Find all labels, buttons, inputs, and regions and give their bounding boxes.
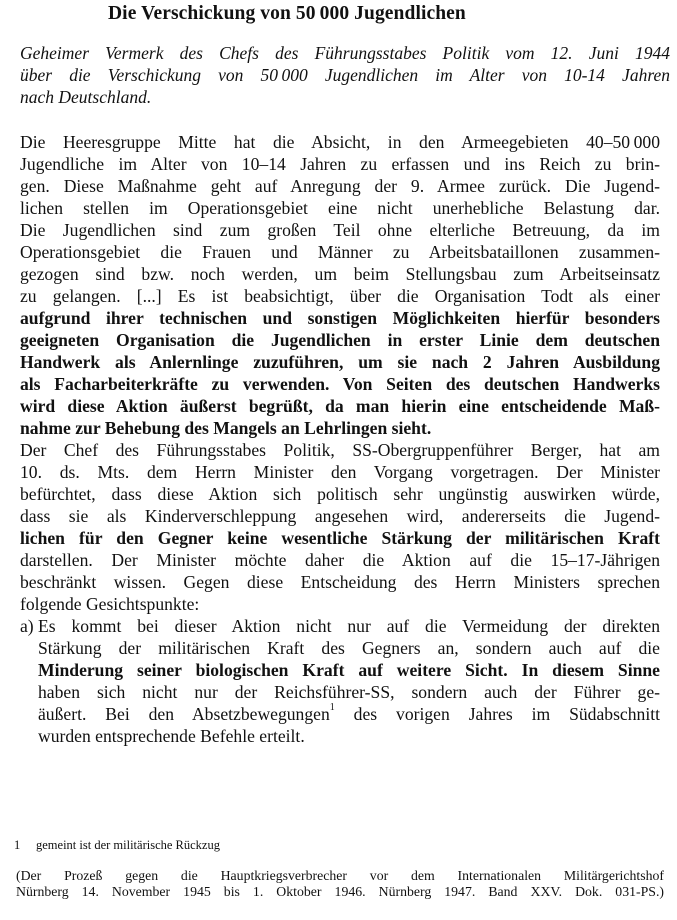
document-subtitle [20, 43, 670, 109]
body-line: beschränkt wissen. Gegen diese Entscheidung des Herrn Ministers sprechen [20, 572, 660, 592]
list-marker: a) [20, 616, 34, 636]
list-item-line [20, 703, 660, 725]
list-item-text: äußert. Bei den Absetzbewegungen [38, 704, 330, 724]
source-line: (Der Prozeß gegen die Hauptkriegsverbrecher vor dem Internationalen Militärgerichtshof [16, 868, 664, 883]
list-item-line: wurden entsprechende Befehle erteilt. [38, 726, 305, 746]
body-line: dass sie als Kinderverschleppung angesehen wird, andererseits die Jugend- [20, 506, 660, 526]
list-item-text: des vorigen Jahres im Südabschnitt [334, 704, 660, 724]
subtitle-line: über die Verschickung von 50 000 Jugendlichen im Alter von 10-14 Jahren [20, 65, 670, 85]
document-body [20, 131, 660, 747]
body-line: aufgrund ihrer technischen und sonstigen Möglichkeiten hierfür besonders [20, 308, 660, 328]
body-line: Handwerk als Anlernlinge zuzuführen, um sie nach 2 Jahren Ausbildung [20, 352, 660, 372]
list-item-line: haben sich nicht nur der Reichsführer-SS, sondern auch der Führer ge- [38, 682, 660, 702]
body-line: wird diese Aktion äußerst begrüßt, da man hierin eine entscheidende Maß- [20, 396, 660, 416]
footnote-text: gemeint ist der militärische Rückzug [36, 838, 220, 852]
body-line: Die Jugendlichen sind zum großen Teil ohne elterliche Betreuung, da im [20, 220, 660, 240]
body-line: folgende Gesichtspunkte: [20, 594, 200, 614]
subtitle-line: nach Deutschland. [20, 87, 152, 107]
body-line: als Facharbeiterkräfte zu verwenden. Von Seiten des deutschen Handwerks [20, 374, 660, 394]
body-line: darstellen. Der Minister möchte daher die Aktion auf die 15–17-Jährigen [20, 550, 660, 570]
body-line: zu gelangen. [...] Es ist beabsichtigt, über die Organisation Todt als einer [20, 286, 660, 306]
body-line: gezogen sind bzw. noch werden, um beim Stellungsbau zum Arbeitseinsatz [20, 264, 660, 284]
list-item-line: Minderung seiner biologischen Kraft auf weitere Sicht. In diesem Sinne [38, 660, 660, 680]
body-line: 10. ds. Mts. dem Herrn Minister den Vorgang vorgetragen. Der Minister [20, 462, 660, 482]
body-line: befürchtet, dass diese Aktion sich politisch sehr ungünstig auswirken würde, [20, 484, 660, 504]
list-item-line: Stärkung der militärischen Kraft des Gegners an, sondern auch auf die [38, 638, 660, 658]
source-line: Nürnberg 14. November 1945 bis 1. Oktober 1946. Nürnberg 1947. Band XXV. Dok. 031-PS.) [16, 884, 664, 899]
footnote-reference: 1 [329, 702, 335, 713]
footnote [14, 838, 220, 853]
body-line: Der Chef des Führungsstabes Politik, SS-Obergruppenführer Berger, hat am [20, 440, 660, 460]
body-line: Jugendliche im Alter von 10–14 Jahren zu erfassen und ins Reich zu brin- [20, 154, 660, 174]
body-line: gen. Diese Maßnahme geht auf Anregung der 9. Armee zurück. Die Jugend- [20, 176, 660, 196]
subtitle-line: Geheimer Vermerk des Chefs des Führungsstabes Politik vom 12. Juni 1944 [20, 43, 670, 63]
body-line: lichen stellen im Operationsgebiet eine nicht unerhebliche Belastung dar. [20, 198, 660, 218]
list-item-text: Es kommt bei dieser Aktion nicht nur auf die Vermeidung der direkten [38, 616, 660, 636]
body-line: Operationsgebiet die Frauen und Männer zu Arbeitsbataillonen zusammen- [20, 242, 660, 262]
body-line: nahme zur Behebung des Mangels an Lehrlingen sieht. [20, 418, 432, 438]
source-citation [16, 868, 664, 900]
document-title: Die Verschickung von 50 000 Jugendlichen [108, 3, 466, 24]
list-item-line [20, 615, 660, 637]
footnote-number: 1 [14, 838, 21, 852]
body-line: geeigneten Organisation die Jugendlichen in erster Linie dem deutschen [20, 330, 660, 350]
body-line: Die Heeresgruppe Mitte hat die Absicht, in den Armeegebieten 40–50 000 [20, 132, 660, 152]
body-line: lichen für den Gegner keine wesentliche Stärkung der militärischen Kraft [20, 528, 660, 548]
